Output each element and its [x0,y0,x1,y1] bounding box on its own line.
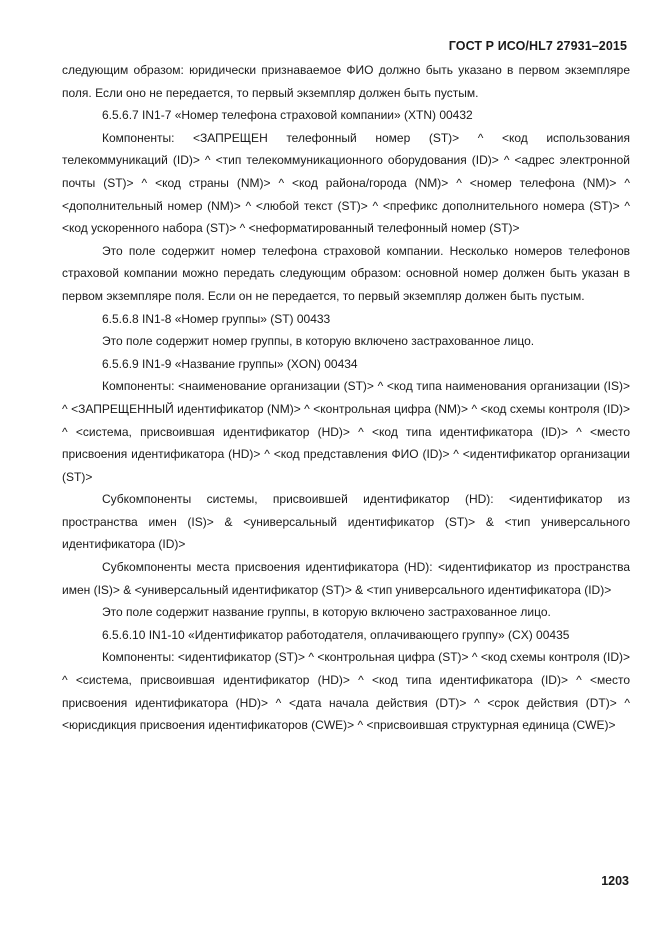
paragraph-in1-9-components: Компоненты: <наименование организации (ST)> ^ <код типа наименования организации (IS)> ^ <ЗАПРЕЩЕННЫЙ идентификатор (NM)> ^ <контрольная цифра (NM)> ^ <код схемы контроля (ID)> ^ <система, присвоившая идентификатор (HD)> ^ <код типа идентификатора (ID)> ^ <место присвоения идентификатора (HD)> ^ <код представления ФИО (ID)> ^ <идентификатор организации (ST)> [62,379,630,484]
paragraph-continuation: следующим образом: юридически признаваемое ФИО должно быть указано в первом экземпляре поля. Если оно не передается, то первый экземпляр должен быть пустым. [62,63,630,100]
section-heading-in1-10: 6.5.6.10 IN1-10 «Идентификатор работодателя, оплачивающего группу» (CX) 00435 [102,627,570,642]
paragraph-in1-9-description: Это поле содержит название группы, в которую включено застрахованное лицо. [102,605,551,620]
paragraph-in1-9-subcomponents-system: Субкомпоненты системы, присвоившей идентификатор (HD): <идентификатор из пространства имен (IS)> & <универсальный идентификатор (ST)> & <тип универсального идентификатора (ID)> [62,492,630,552]
paragraph-in1-7-components: Компоненты: <ЗАПРЕЩЕН телефонный номер (ST)> ^ <код использования телекоммуникаций (ID)> ^ <тип телекоммуникационного оборудования (ID)> ^ <адрес электронной почты (ST)> ^ <код страны (NM)> ^ <код района/города (NM)> ^ <номер телефона (NM)> ^ <дополнительный номер (NM)> ^ <любой текст (ST)> ^ <префикс дополнительного номера (ST)> ^ <код ускоренного набора (ST)> ^ <неформатированный телефонный номер (ST)> [62,130,630,236]
section-heading-in1-9: 6.5.6.9 IN1-9 «Название группы» (XON) 00434 [102,356,358,371]
section-heading-in1-7: 6.5.6.7 IN1-7 «Номер телефона страховой компании» (XTN) 00432 [102,108,473,123]
document-body [62,59,630,737]
paragraph-in1-8-description: Это поле содержит номер группы, в которую включено застрахованное лицо. [102,334,535,349]
section-heading-in1-8: 6.5.6.8 IN1-8 «Номер группы» (ST) 00433 [102,311,331,326]
paragraph-in1-9-subcomponents-place: Субкомпоненты места присвоения идентификатора (HD): <идентификатор из пространства имен (IS)> & <универсальный идентификатор (ST)> & <тип универсального идентификатора (ID)> [62,560,630,597]
paragraph-in1-7-description: Это поле содержит номер телефона страховой компании. Несколько номеров телефонов страховой компании можно передать следующим образом: основной номер должен быть указан в первом экземпляре поля. Если он не передается, то первый экземпляр должен быть пустым. [62,243,630,303]
paragraph-in1-10-components: Компоненты: <идентификатор (ST)> ^ <контрольная цифра (ST)> ^ <код схемы контроля (ID)> ^ <система, присвоившая идентификатор (HD)> ^ <код типа идентификатора (ID)> ^ <место присвоения идентификатора (HD)> ^ <дата начала действия (DT)> ^ <срок действия (DT)> ^ <юрисдикция присвоения идентификаторов (CWE)> ^ <присвоившая структурная единица (CWE)> [62,650,630,733]
page-number: 1203 [601,874,629,888]
page-header: ГОСТ Р ИСО/HL7 27931–2015 [448,39,627,53]
